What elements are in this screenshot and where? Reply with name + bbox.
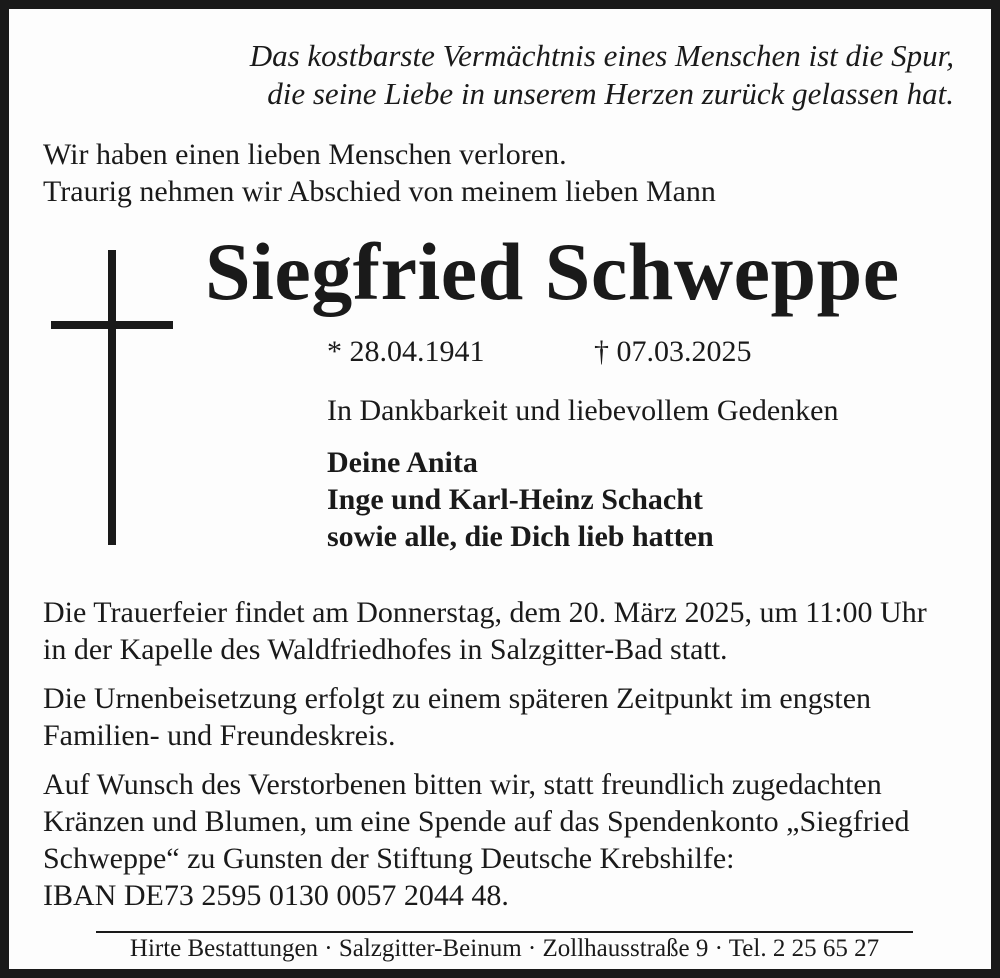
birth-date: * 28.04.1941 xyxy=(327,335,485,368)
intro-line-1: Wir haben einen lieben Menschen verloren. xyxy=(43,138,567,171)
urn-line: Die Urnenbeisetzung erfolgt zu einem späteren Zeitpunkt im engsten xyxy=(43,682,872,715)
motto-line-1: Das kostbarste Vermächtnis eines Menschen ist die Spur, xyxy=(249,38,954,73)
death-date: † 07.03.2025 xyxy=(594,335,752,368)
iban-line: IBAN DE73 2595 0130 0057 2044 48. xyxy=(43,879,509,912)
mourner-name: Inge und Karl-Heinz Schacht xyxy=(327,483,703,516)
ceremony-line: Die Trauerfeier findet am Donnerstag, dem 20. März 2025, um 11:00 Uhr xyxy=(43,596,927,629)
ceremony-line: in der Kapelle des Waldfriedhofes in Salzgitter-Bad statt. xyxy=(43,633,728,666)
motto-line-2: die seine Liebe in unserem Herzen zurück gelassen hat. xyxy=(267,76,954,111)
donation-line: Auf Wunsch des Verstorbenen bitten wir, statt freundlich zugedachten xyxy=(43,768,882,801)
donation-line: Schweppe“ zu Gunsten der Stiftung Deutsche Krebshilfe: xyxy=(43,842,735,875)
mourner-name: Deine Anita xyxy=(327,446,478,479)
intro-line-2: Traurig nehmen wir Abschied von meinem lieben Mann xyxy=(43,175,716,208)
funeral-home-footer: Hirte Bestattungen · Salzgitter-Beinum · Zollhausstraße 9 · Tel. 2 25 65 27 xyxy=(129,935,880,962)
urn-line: Familien- und Freundeskreis. xyxy=(43,719,396,752)
mourners-intro: In Dankbarkeit und liebevollem Gedenken xyxy=(327,394,839,427)
mourner-name: sowie alle, die Dich lieb hatten xyxy=(327,520,714,553)
deceased-name: Siegfried Schweppe xyxy=(205,226,900,317)
donation-line: Kränzen und Blumen, um eine Spende auf das Spendenkonto „Siegfried xyxy=(43,805,910,838)
